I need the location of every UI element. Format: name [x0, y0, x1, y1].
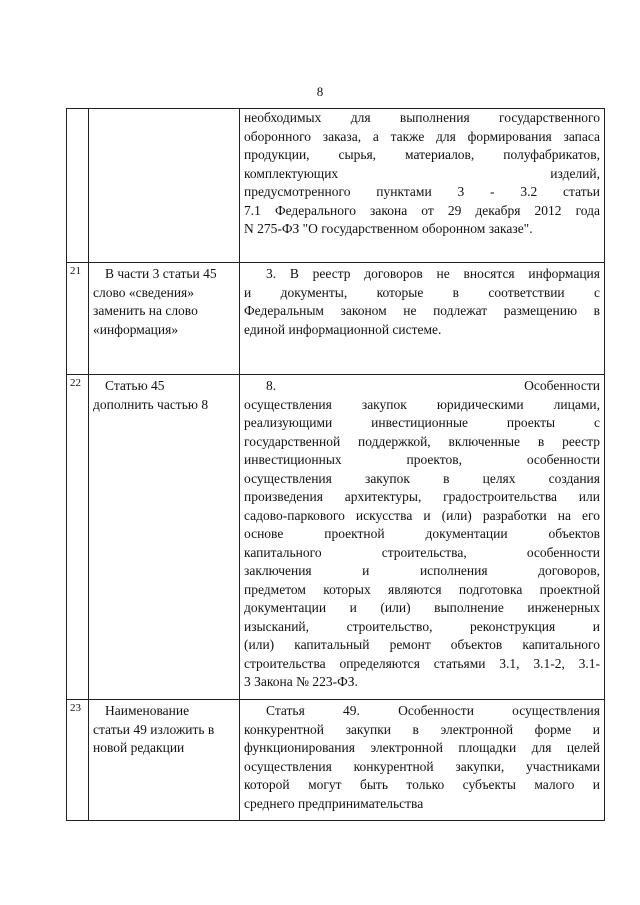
text-line: Федеральным законом не подлежат размещению в	[244, 303, 600, 318]
text-line: единой информационной системе.	[244, 321, 442, 337]
text-line: осуществления конкурентной закупки, участниками	[244, 758, 600, 774]
text-line: конкурентной закупки в электронной форме и	[244, 721, 600, 737]
text-line: заключения и исполнения договоров,	[244, 563, 600, 578]
amendment-action	[89, 375, 240, 700]
text-line: среднего предпринимательства	[244, 795, 424, 811]
action-line: статьи 49 изложить в	[93, 721, 215, 737]
text-line: строительства определяются статьями 3.1, 3.1-2, 3.1-	[244, 655, 600, 671]
action-line: новой редакции	[93, 740, 185, 755]
amendment-action	[89, 109, 240, 263]
page-number: 8	[316, 84, 324, 99]
amendment-action	[89, 263, 240, 375]
text-line: инвестиционных проектов, особенности	[244, 452, 600, 467]
action-line: заменить на слово	[93, 303, 198, 318]
text-line: 3 Закона № 223-ФЗ.	[244, 674, 358, 689]
text-line: которой могут быть только субъекты малого и	[244, 777, 600, 792]
amendment-action	[89, 700, 240, 821]
text-line: государственной поддержкой, включенные в реестр	[244, 433, 600, 449]
text-line: предметом которых являются подготовка проектной	[244, 581, 600, 597]
row-number: 23	[67, 700, 89, 821]
amendment-text	[240, 700, 605, 821]
row-number	[67, 109, 89, 263]
text-line: и документы, которые в соответствии с	[244, 284, 600, 300]
text-line: необходимых для выполнения государственного	[244, 110, 600, 125]
text-line: 8. Особенности	[266, 378, 600, 393]
row-number: 22	[67, 375, 89, 700]
amendment-text	[240, 375, 605, 700]
table-row	[67, 109, 605, 263]
action-line: Статью 45	[105, 378, 165, 393]
amendment-text	[240, 263, 605, 375]
text-line: капитального строительства, особенности	[244, 544, 600, 560]
text-line: продукции, сырья, материалов, полуфабрикатов,	[244, 147, 600, 162]
row-number: 21	[67, 263, 89, 375]
text-line: функционирования электронной площадки для целей	[244, 740, 600, 755]
text-line: предусмотренного пунктами 3 - 3.2 статьи	[244, 184, 600, 199]
text-line: (или) капитальный ремонт объектов капитального	[244, 637, 600, 652]
table-row	[67, 375, 605, 700]
action-line: Наименование	[105, 703, 190, 718]
text-line: N 275-ФЗ "О государственном оборонном заказе".	[244, 221, 533, 236]
amendment-text	[240, 109, 605, 263]
text-line: комплектующих изделий,	[244, 165, 600, 181]
text-line: документации и (или) выполнение инженерных	[244, 600, 600, 615]
text-line: 7.1 Федерального закона от 29 декабря 2012 года	[244, 202, 600, 218]
table-row	[67, 263, 605, 375]
table-row	[67, 700, 605, 821]
action-line: слово «сведения»	[93, 284, 195, 300]
action-line: «информация»	[93, 321, 179, 337]
text-line: произведения архитектуры, градостроительства или	[244, 489, 600, 504]
text-line: оборонного заказа, а также для формирования запаса	[244, 128, 600, 144]
text-line: садово-паркового искусства и (или) разработки на его	[244, 507, 600, 523]
text-line: изысканий, строительство, реконструкция и	[244, 618, 600, 634]
text-line: осуществления закупок юридическими лицами,	[244, 396, 600, 412]
text-line: осуществления закупок в целях создания	[244, 470, 600, 486]
action-line: дополнить частью 8	[93, 396, 209, 412]
text-line: 3. В реестр договоров не вносятся информация	[266, 266, 600, 281]
action-line: В части 3 статьи 45	[105, 266, 217, 281]
text-line: основе проектной документации объектов	[244, 526, 600, 541]
text-line: Статья 49. Особенности осуществления	[266, 703, 600, 718]
text-line: реализующими инвестиционные проекты с	[244, 415, 600, 430]
amendments-table	[66, 108, 605, 821]
